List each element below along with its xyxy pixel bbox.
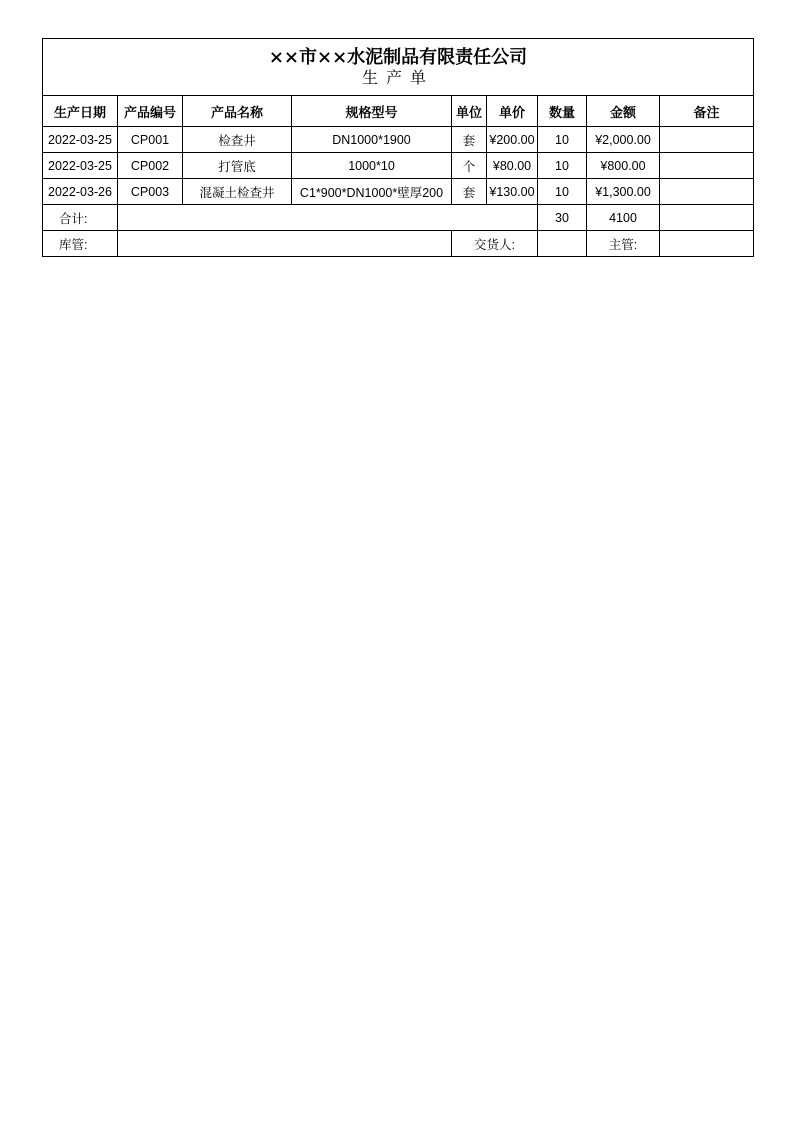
unit-cell: 套 — [452, 127, 487, 153]
product-name-cell: 混凝土检查井 — [183, 179, 292, 205]
quantity-cell: 10 — [538, 179, 587, 205]
totals-blank-cell — [118, 205, 538, 231]
spec-cell: 1000*10 — [292, 153, 452, 179]
product-name-cell: 检查井 — [183, 127, 292, 153]
column-header: 规格型号 — [292, 96, 452, 127]
column-header: 单位 — [452, 96, 487, 127]
production-order-table — [42, 38, 754, 257]
total-amount: 4100 — [587, 205, 660, 231]
deliverer-signature-cell — [538, 231, 587, 257]
remarks-cell — [660, 127, 754, 153]
remarks-cell — [660, 153, 754, 179]
unit-cell: 套 — [452, 179, 487, 205]
spec-cell: DN1000*1900 — [292, 127, 452, 153]
header-row — [43, 96, 754, 127]
production-date-cell: 2022-03-25 — [43, 153, 118, 179]
company-name: ××市××水泥制品有限责任公司 — [268, 46, 528, 68]
production-order-sheet — [42, 38, 753, 257]
product-code-cell: CP001 — [118, 127, 183, 153]
amount-cell: ¥800.00 — [587, 153, 660, 179]
column-header: 产品名称 — [183, 96, 292, 127]
totals-label: 合计: — [43, 205, 118, 231]
amount-cell: ¥2,000.00 — [587, 127, 660, 153]
production-date-cell: 2022-03-25 — [43, 127, 118, 153]
title-cell — [43, 39, 754, 96]
amount-cell: ¥1,300.00 — [587, 179, 660, 205]
unit-price-cell: ¥200.00 — [487, 127, 538, 153]
warehouse-keeper-signature-cell — [118, 231, 452, 257]
unit-cell: 个 — [452, 153, 487, 179]
spec-cell: C1*900*DN1000*壁厚200 — [292, 179, 452, 205]
column-header: 备注 — [660, 96, 754, 127]
deliverer-label: 交货人: — [452, 231, 538, 257]
table-row — [43, 153, 754, 179]
column-header: 生产日期 — [43, 96, 118, 127]
product-name-cell: 打管底 — [183, 153, 292, 179]
remarks-cell — [660, 179, 754, 205]
column-header: 数量 — [538, 96, 587, 127]
production-date-cell: 2022-03-26 — [43, 179, 118, 205]
product-code-cell: CP002 — [118, 153, 183, 179]
column-header: 金额 — [587, 96, 660, 127]
quantity-cell: 10 — [538, 127, 587, 153]
totals-row — [43, 205, 754, 231]
unit-price-cell: ¥130.00 — [487, 179, 538, 205]
supervisor-signature-cell — [660, 231, 754, 257]
unit-price-cell: ¥80.00 — [487, 153, 538, 179]
signature-row — [43, 231, 754, 257]
column-header: 产品编号 — [118, 96, 183, 127]
column-header: 单价 — [487, 96, 538, 127]
table-row — [43, 127, 754, 153]
table-row — [43, 179, 754, 205]
document-type: 生产单 — [362, 68, 435, 88]
quantity-cell: 10 — [538, 153, 587, 179]
totals-remarks-cell — [660, 205, 754, 231]
supervisor-label: 主管: — [587, 231, 660, 257]
warehouse-keeper-label: 库管: — [43, 231, 118, 257]
product-code-cell: CP003 — [118, 179, 183, 205]
total-quantity: 30 — [538, 205, 587, 231]
